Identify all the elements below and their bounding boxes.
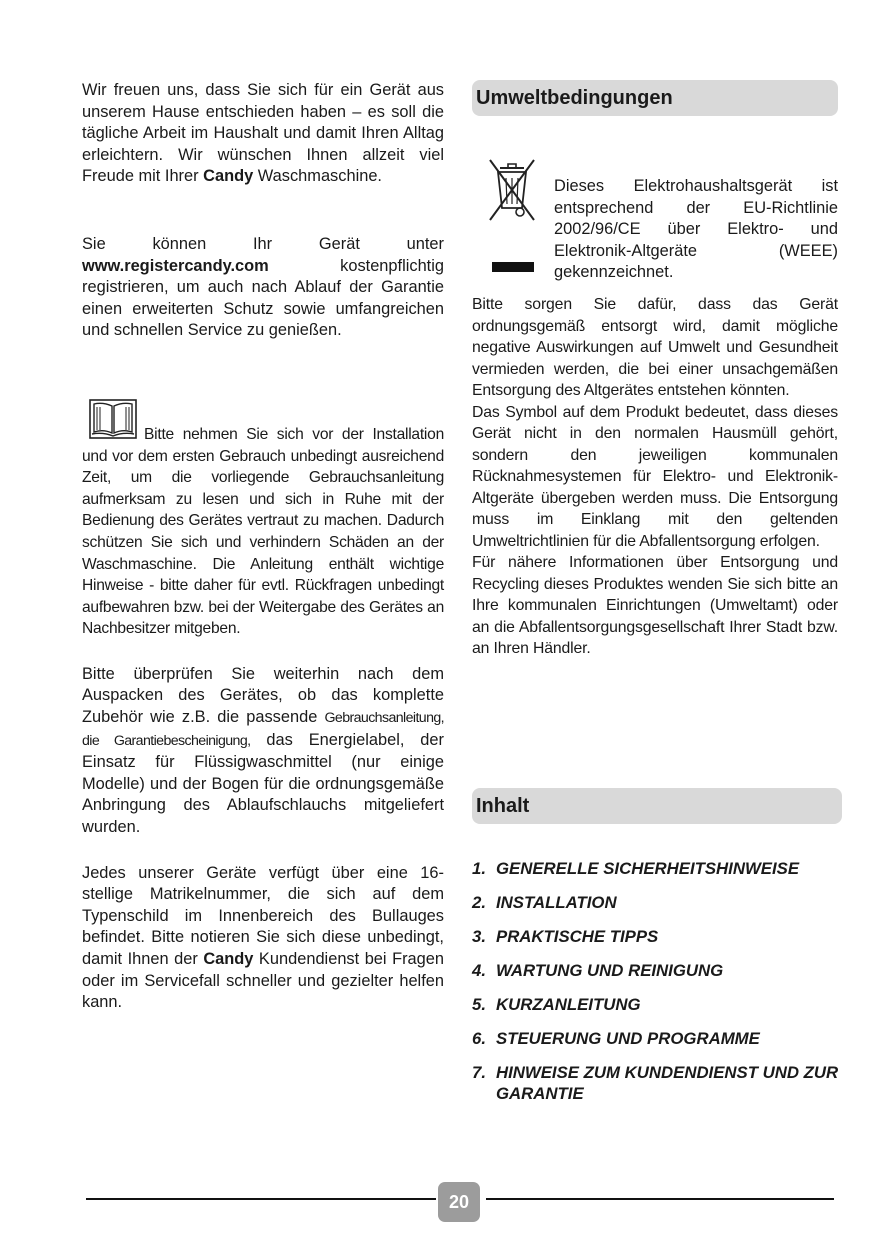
environment-paragraph-2: Das Symbol auf dem Produkt bedeutet, dass dieses Gerät nicht in den normalen Hausmüll gehört, sondern den jeweiligen kommunalen Rücknahmesystemen für Elektro- und Elektronik-Altgeräte übergeben werden muss. Die Entsorgung muss im Einklang mit den geltenden Umweltrichtlinien für die Abfallentsorgung erfolgen. (472, 403, 838, 550)
toc-item[interactable]: 5. KURZANLEITUNG (472, 995, 641, 1014)
environment-paragraph-3: Für nähere Informationen über Entsorgung und Recycling dieses Produktes wenden Sie sich bitte an Ihre kommunalen Einrichtungen (Umweltamt) oder an die Abfallentsorgungsgesellschaft Ihrer Stadt bzw. an Ihren Händler. (472, 554, 838, 657)
contents-heading: Inhalt (472, 788, 842, 824)
serial-paragraph: Jedes unserer Geräte verfügt über eine 16-stellige Matrikelnummer, die sich auf dem Typenschild im Innenbereich des Bullauges befindet. Bitte notieren Sie sich diese unbedingt, damit Ihnen der Candy Kundendienst bei Fragen oder im Servicefall schneller und gezielter helfen kann. (82, 863, 445, 1012)
accessories-paragraph: Bitte überprüfen Sie weiterhin nach dem Auspacken des Gerätes, ob das komplette Zubehör wie z.B. die passende Gebrauchsanleitung, die Garantiebescheinigung, das Energielabel, der Einsatz für Flüssigwaschmittel (nur einige Modelle) und der Bogen für die ordnungsgemäße Anbringung des Ablaufschlauchs mitgeliefert wurden. (82, 664, 444, 837)
registration-paragraph: Sie können Ihr Gerät unter www.registercandy.com kostenpflichtig registrieren, um auch nach Ablauf der Garantie einen erweiterten Schutz sowie umfangreichen und schnellen Service zu genießen. (82, 234, 444, 340)
brand-name: Candy (203, 167, 254, 186)
toc-item[interactable]: 7. HINWEISE ZUM KUNDENDIENST UND ZUR GARANTIE (472, 1063, 839, 1103)
register-url[interactable]: www.registercandy.com (82, 256, 269, 275)
weee-paragraph: Dieses Elektrohaushaltsgerät ist entsprechend der EU-Richtlinie 2002/96/CE über Elektro- und Elektronik-Altgeräte (WEEE) gekennzeichnet. (554, 177, 838, 282)
footer-rule-right (486, 1198, 834, 1200)
weee-notice (472, 124, 838, 294)
toc-item[interactable]: 1. GENERELLE SICHERHEITSHINWEISE (472, 859, 800, 878)
environment-heading: Umweltbedingungen (472, 80, 838, 116)
toc-item[interactable]: 6. STEUERUNG UND PROGRAMME (472, 1029, 760, 1048)
intro-paragraph: Wir freuen uns, dass Sie sich für ein Gerät aus unserem Hause entschieden haben – es soll die tägliche Arbeit im Haushalt und damit Ihren Alltag erleichtern. Wir wünschen Ihnen allzeit viel Freude mit Ihrer Candy Waschmaschine. (82, 81, 444, 186)
brand-name: Candy (203, 950, 254, 968)
environment-paragraph-1: Bitte sorgen Sie dafür, dass das Gerät ordnungsgemäß entsorgt wird, damit mögliche negative Auswirkungen auf Umwelt und Gesundheit vermieden werden, die bei einer unsachgemäßen Entsorgung des Altgerätes entstehen könnten. (472, 296, 838, 399)
toc-item[interactable]: 3. PRAKTISCHE TIPPS (472, 927, 659, 946)
environment-text (472, 294, 838, 660)
manual-notice (82, 398, 444, 640)
table-of-contents (472, 858, 842, 1117)
weee-bar (492, 262, 534, 272)
left-column (82, 80, 444, 1014)
toc-item[interactable]: 2. INSTALLATION (472, 893, 617, 912)
crossed-out-wheelie-bin-icon (486, 154, 538, 226)
manual-paragraph: Bitte nehmen Sie sich vor der Installation und vor dem ersten Gebrauch unbedingt ausreichend Zeit, um die vorliegende Gebrauchsanleitung aufmerksam zu lesen und sich in Ruhe mit der Bedienung des Gerätes vertraut zu machen. Dadurch schützen Sie sich und verhindern Schäden an der Waschmaschine. Die Anleitung enthält wichtige Hinweise - bitte daher für evtl. Rückfragen unbedingt aufbewahren bzw. bei der Weitergabe des Gerätes an Nachbesitzer mitgeben. (82, 425, 444, 638)
footer-rule-left (86, 1198, 436, 1200)
right-column (472, 80, 838, 660)
toc-item[interactable]: 4. WARTUNG UND REINIGUNG (472, 961, 724, 980)
page-number: 20 (438, 1182, 480, 1222)
book-icon (88, 398, 138, 440)
